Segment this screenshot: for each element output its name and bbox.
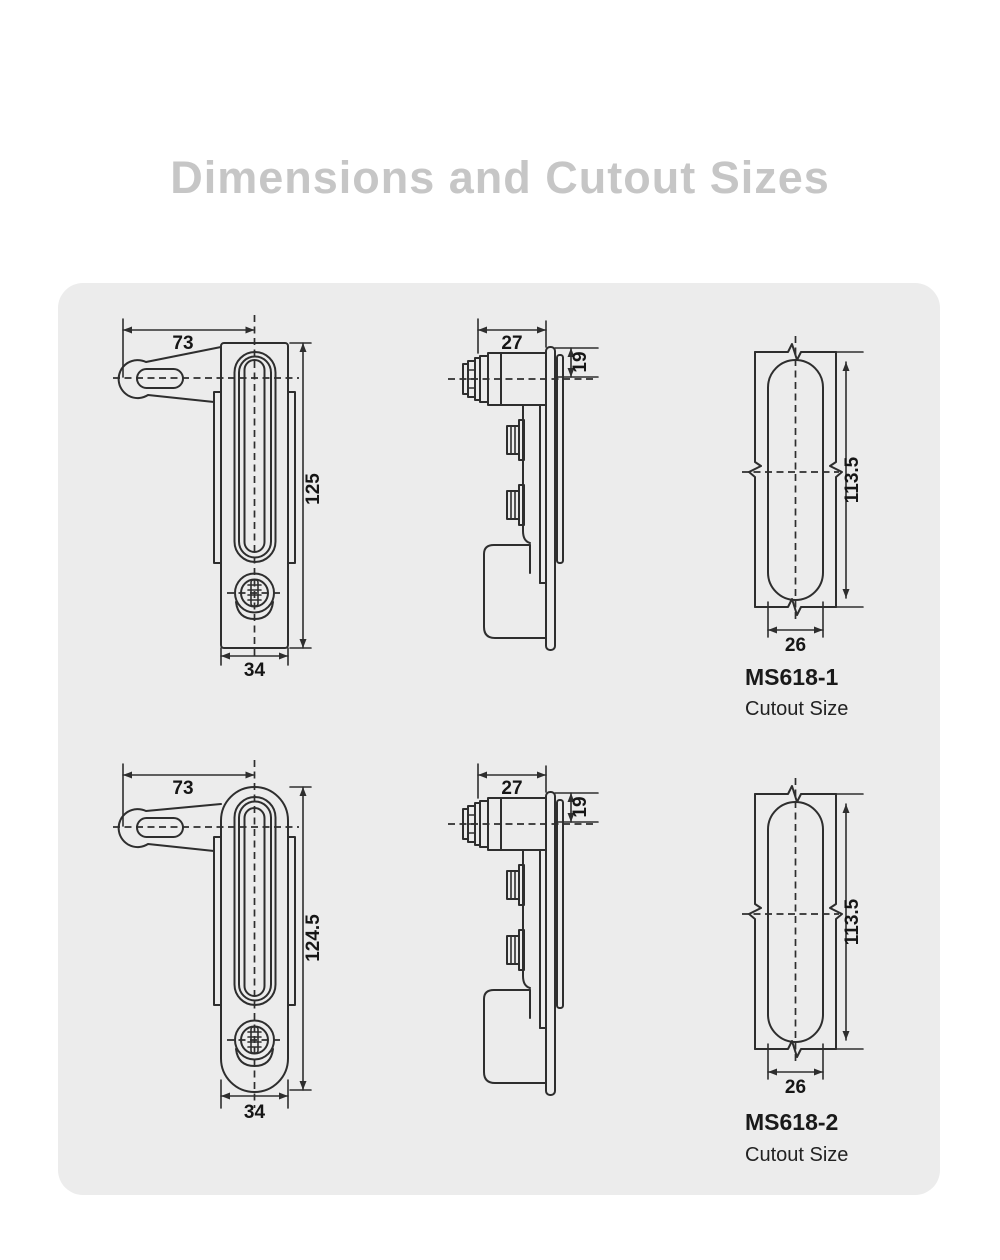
dim-label-bottom-width: 34 [243,660,266,681]
mounting-plate [546,347,563,650]
mounting-bolts [507,420,524,525]
dim-label-top-width: 73 [172,333,194,354]
cutout-caption-2: Cutout Size [745,1144,849,1166]
dim-cylinder-width [478,319,546,354]
dim-label-protrusion: 19 [570,351,591,373]
dim-label-height: 125 [303,473,324,505]
side-view-drawing-ms618-2 [440,750,610,1110]
dim-label-top-width: 73 [172,778,194,799]
model-label-ms618-1: MS618-1 [745,664,839,690]
page-title: Dimensions and Cutout Sizes [170,152,830,203]
mounting-arm [119,347,221,402]
dim-label-cutout-height: 113.5 [842,898,863,946]
latch-bracket [484,990,546,1083]
centerlines [742,336,839,622]
model-label-ms618-2: MS618-2 [745,1109,839,1135]
front-view-drawing-ms618-2 [95,752,335,1132]
dim-cutout-height [836,794,863,1049]
lock-case [523,405,546,583]
dim-label-protrusion: 19 [570,796,591,818]
dim-cylinder-width [478,764,546,799]
dim-label-cylinder-width: 27 [501,778,523,799]
dim-cutout-height [836,352,863,607]
dim-label-cutout-height: 113.5 [842,456,863,504]
dim-label-cutout-width: 26 [784,635,807,656]
lock-case [523,850,546,1028]
dim-label-cutout-width: 26 [784,1077,807,1098]
mounting-bolts [507,865,524,970]
cutout-drawing-ms618-1 [735,320,905,665]
front-view-drawing-ms618-1 [95,305,335,680]
latch-bracket [484,545,546,638]
cutout-caption-1: Cutout Size [745,698,849,720]
cutout-drawing-ms618-2 [735,762,905,1107]
centerlines [742,778,839,1064]
dim-protrusion [555,348,598,377]
dim-label-cylinder-width: 27 [501,333,523,354]
dim-label-height: 124.5 [303,914,324,962]
dim-label-bottom-width: 34 [243,1102,266,1123]
dim-protrusion [555,793,598,822]
side-view-drawing-ms618-1 [440,305,610,665]
mounting-plate [546,792,563,1095]
